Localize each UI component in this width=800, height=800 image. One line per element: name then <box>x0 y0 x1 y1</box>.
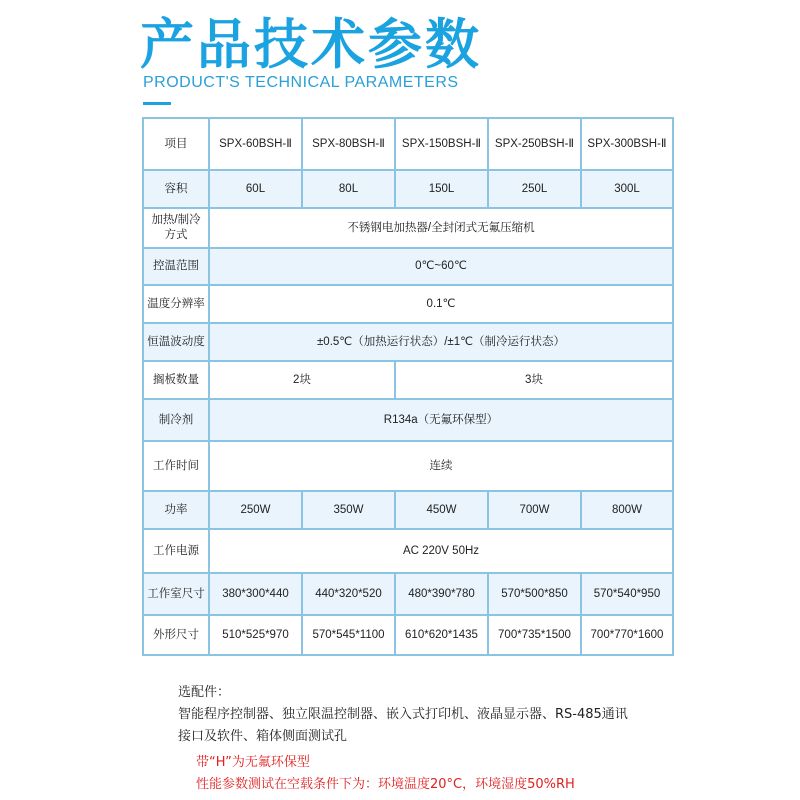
options-heading: 选配件： <box>178 685 231 700</box>
value-cell: 700*735*1500 <box>488 615 581 655</box>
row-label: 工作室尺寸 <box>143 573 209 615</box>
row-label: 制冷剂 <box>143 399 209 441</box>
table-row <box>143 208 673 248</box>
model-cell: SPX-60BSH-Ⅱ <box>209 118 302 170</box>
model-cell: SPX-300BSH-Ⅱ <box>581 118 673 170</box>
value-cell: 连续 <box>209 441 673 491</box>
title-underline <box>143 102 171 105</box>
row-label: 项目 <box>143 118 209 170</box>
page-title: 产品技术参数 <box>140 13 482 76</box>
table-row <box>143 118 673 170</box>
table-row <box>143 361 673 399</box>
value-cell: 2块 <box>209 361 395 399</box>
value-cell: 800W <box>581 491 673 529</box>
value-cell: 250W <box>209 491 302 529</box>
table-row <box>143 323 673 361</box>
row-label: 温度分辨率 <box>143 285 209 323</box>
value-cell: 150L <box>395 170 488 208</box>
row-label: 搁板数量 <box>143 361 209 399</box>
value-cell: 570*500*850 <box>488 573 581 615</box>
row-label: 控温范围 <box>143 248 209 285</box>
value-cell: 440*320*520 <box>302 573 395 615</box>
value-cell: 610*620*1435 <box>395 615 488 655</box>
table-row <box>143 285 673 323</box>
row-label: 恒温波动度 <box>143 323 209 361</box>
model-cell: SPX-150BSH-Ⅱ <box>395 118 488 170</box>
footnote-line: 性能参数测试在空载条件下为：环境温度20°C，环境湿度50%RH <box>196 777 575 792</box>
value-cell: 700W <box>488 491 581 529</box>
table-row <box>143 529 673 573</box>
value-cell: 250L <box>488 170 581 208</box>
value-cell: 0℃~60℃ <box>209 248 673 285</box>
options-notes <box>178 682 738 748</box>
row-label: 外形尺寸 <box>143 615 209 655</box>
value-cell: 700*770*1600 <box>581 615 673 655</box>
value-cell: 450W <box>395 491 488 529</box>
value-cell: 510*525*970 <box>209 615 302 655</box>
table-row <box>143 399 673 441</box>
table-row <box>143 248 673 285</box>
page-subtitle: PRODUCT'S TECHNICAL PARAMETERS <box>143 74 459 91</box>
footnotes <box>196 752 756 796</box>
table-row <box>143 441 673 491</box>
value-cell: 570*540*950 <box>581 573 673 615</box>
value-cell: 380*300*440 <box>209 573 302 615</box>
value-cell: 350W <box>302 491 395 529</box>
value-cell: AC 220V 50Hz <box>209 529 673 573</box>
row-label: 工作时间 <box>143 441 209 491</box>
table-row <box>143 573 673 615</box>
value-cell: 不锈钢电加热器/全封闭式无氟压缩机 <box>209 208 673 248</box>
model-cell: SPX-80BSH-Ⅱ <box>302 118 395 170</box>
value-cell: R134a（无氟环保型） <box>209 399 673 441</box>
value-cell: ±0.5℃（加热运行状态）/±1℃（制冷运行状态） <box>209 323 673 361</box>
table-row <box>143 170 673 208</box>
value-cell: 3块 <box>395 361 673 399</box>
value-cell: 480*390*780 <box>395 573 488 615</box>
value-cell: 60L <box>209 170 302 208</box>
row-label: 工作电源 <box>143 529 209 573</box>
options-line: 智能程序控制器、独立限温控制器、嵌入式打印机、液晶显示器、RS-485通讯 <box>178 707 628 722</box>
options-line: 接口及软件、箱体侧面测试孔 <box>178 729 348 744</box>
table-row <box>143 615 673 655</box>
table-row <box>143 491 673 529</box>
row-label: 容积 <box>143 170 209 208</box>
footnote-line: 带“H”为无氟环保型 <box>196 755 310 770</box>
row-label: 加热/制冷方式 <box>143 208 209 248</box>
spec-table <box>142 117 674 656</box>
value-cell: 300L <box>581 170 673 208</box>
model-cell: SPX-250BSH-Ⅱ <box>488 118 581 170</box>
value-cell: 80L <box>302 170 395 208</box>
value-cell: 0.1℃ <box>209 285 673 323</box>
row-label: 功率 <box>143 491 209 529</box>
value-cell: 570*545*1100 <box>302 615 395 655</box>
